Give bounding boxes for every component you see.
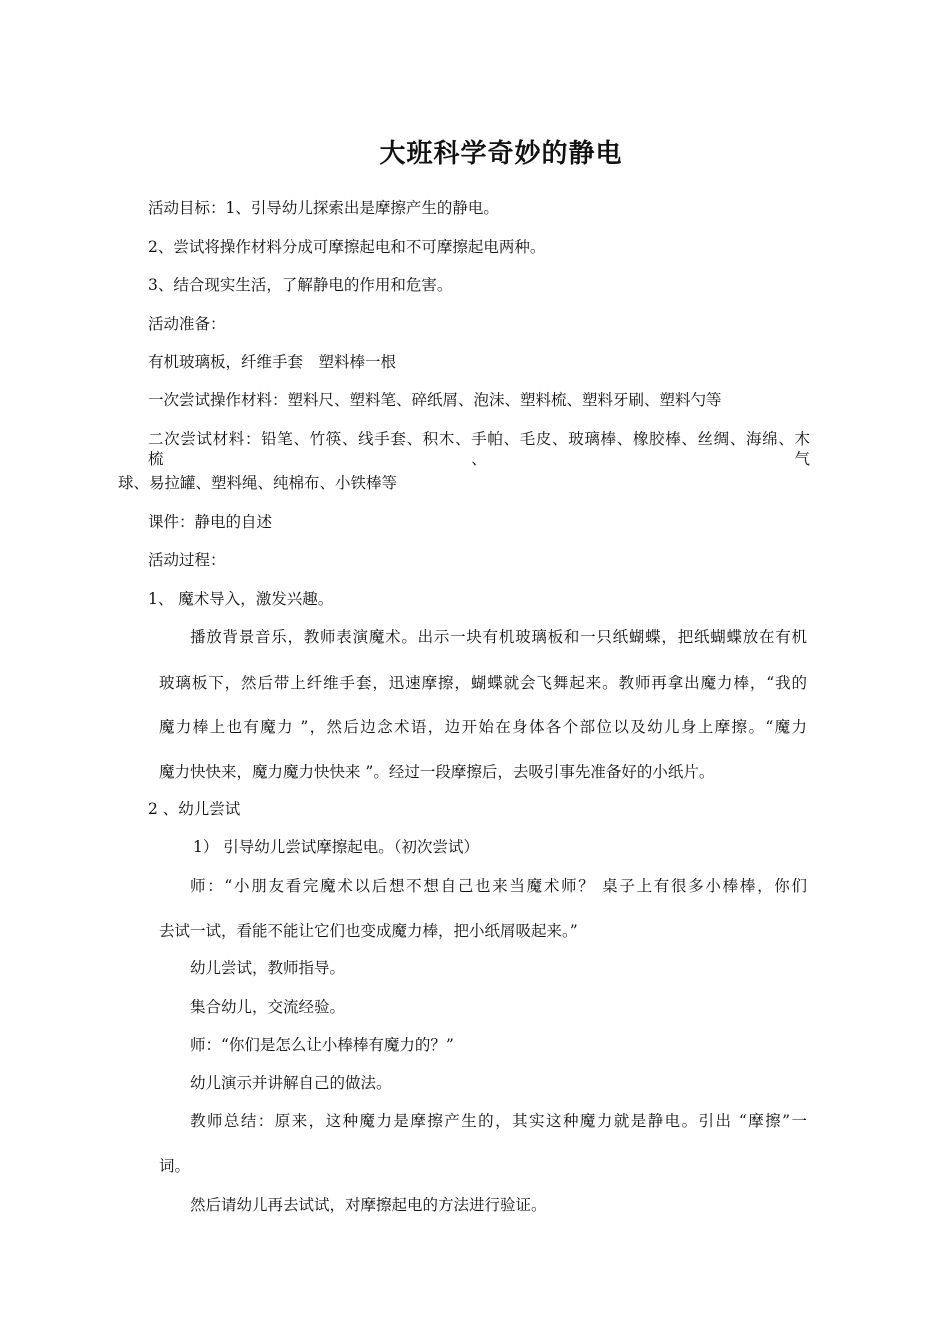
paragraph-line: 二次尝试材料：铅笔、竹筷、线手套、积木、手帕、毛皮、玻璃棒、橡胶棒、丝绸、海绵、木梳、气 [148,430,810,468]
paragraph-line: 去试一试，看能不能让它们也变成魔力棒，把小纸屑吸起来。” [159,922,578,940]
paragraph-line: 幼儿演示并讲解自己的做法。 [190,1074,392,1092]
paragraph-line: 3、结合现实生活，了解静电的作用和危害。 [148,276,453,294]
paragraph-line: 有机玻璃板，纤维手套 塑料棒一根 [148,353,397,371]
sub-heading: 1） 引导幼儿尝试摩擦起电。（初次尝试） [193,838,480,856]
paragraph-line: 然后请幼儿再去试试，对摩擦起电的方法进行验证。 [190,1196,547,1214]
paragraph-line: 师：“你们是怎么让小棒棒有魔力的？” [190,1036,454,1054]
paragraph-line: 一次尝试操作材料：塑料尺、塑料笔、碎纸屑、泡沫、塑料梳、塑料牙刷、塑料勺等 [148,391,722,409]
paragraph-line: 课件：静电的自述 [148,513,273,531]
paragraph-line: 球、易拉罐、塑料绳、纯棉布、小铁棒等 [118,474,398,492]
paragraph-line: 魔力快快来，魔力魔力快快来 ”。经过一段摩擦后，去吸引事先准备好的小纸片。 [159,763,715,781]
paragraph-line: 活动准备： [148,315,226,333]
paragraph-line: 教师总结：原来，这种魔力是摩擦产生的，其实这种魔力就是静电。引出 “摩擦”一 [190,1112,807,1130]
document-title: 大班科学奇妙的静电 [379,139,623,169]
paragraph-line: 词。 [159,1157,191,1175]
paragraph-line: 活动目标：1、引导幼儿探索出是摩擦产生的静电。 [148,199,499,217]
paragraph-line: 玻璃板下，然后带上纤维手套，迅速摩擦，蝴蝶就会飞舞起来。教师再拿出魔力棒，“我的 [159,674,807,692]
paragraph-line: 播放背景音乐，教师表演魔术。出示一块有机玻璃板和一只纸蝴蝶，把纸蝴蝶放在有机 [190,628,807,646]
paragraph-line: 2、尝试将操作材料分成可摩擦起电和不可摩擦起电两种。 [148,238,546,256]
paragraph-line: 集合幼儿，交流经验。 [190,998,346,1016]
paragraph-line: 幼儿尝试，教师指导。 [190,959,346,977]
section-heading: 1、 魔术导入，激发兴趣。 [148,590,334,608]
paragraph-line: 活动过程： [148,551,226,569]
paragraph-line: 师：“小朋友看完魔术以后想不想自己也来当魔术师？ 桌子上有很多小棒棒，你们 [190,877,807,895]
section-heading: 2 、幼儿尝试 [148,800,241,818]
paragraph-line: 魔力棒上也有魔力 ”，然后边念术语，边开始在身体各个部位以及幼儿身上摩擦。“魔力 [159,718,807,736]
